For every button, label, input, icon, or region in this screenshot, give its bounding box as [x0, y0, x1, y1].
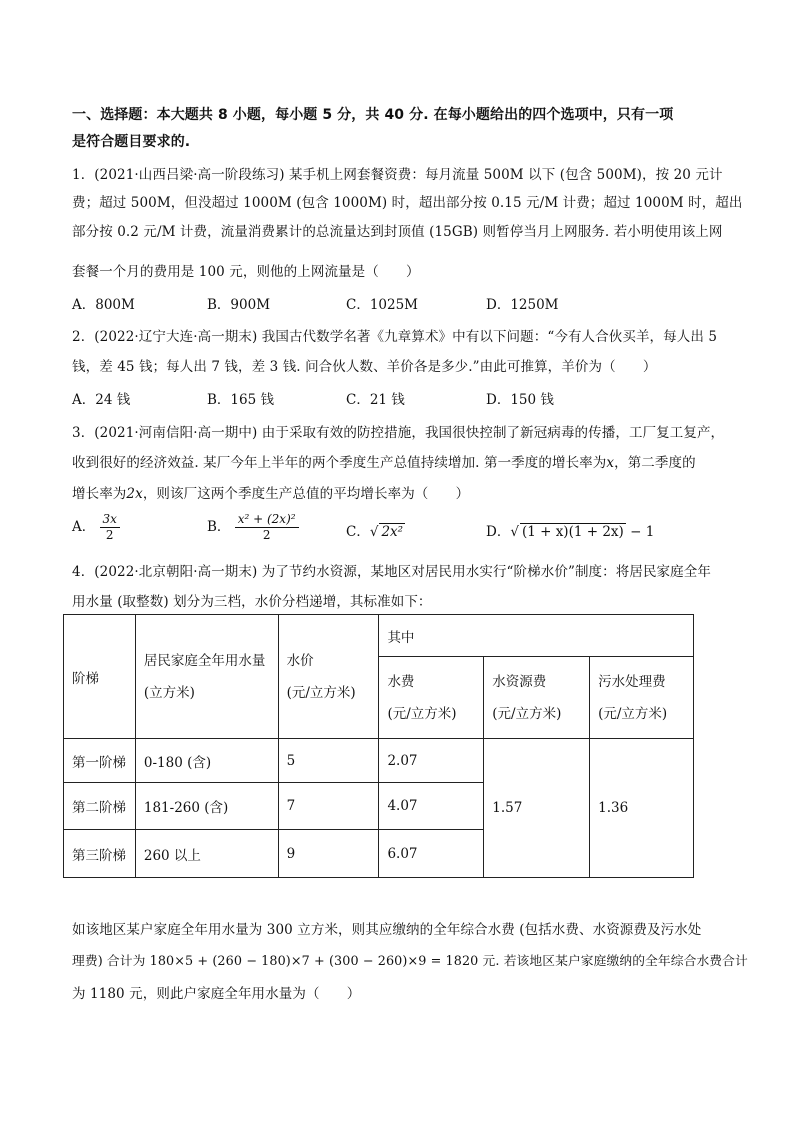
- q3-option-d-tail: − 1: [625, 524, 655, 540]
- q4-text-line-2: 用水量 (取整数) 划分为三档，水价分档递增，其标准如下：: [72, 594, 432, 610]
- q3-option-b-numerator: x² + (2x)²: [235, 512, 299, 528]
- q3-var-x: x: [606, 455, 615, 471]
- water-price-table: [63, 614, 694, 878]
- row-2-tier: 第二阶梯: [64, 783, 136, 830]
- q3-line2-pre: 收到很好的经济效益. 某厂今年上半年的两个季度生产总值持续增加. 第一季度的增长率为: [72, 455, 607, 471]
- header-among: 其中: [379, 615, 694, 657]
- row-3-price: 9: [278, 830, 379, 878]
- q2-text-line-1: 2．(2022·辽宁大连·高一期末) 我国古代数学名著《九章算术》中有以下问题：“今有人合伙买羊，每人出 5: [72, 329, 718, 345]
- q4-after-line-2: 理费) 合计为 180×5 + (260 − 180)×7 + (300 − 260)×9 = 1820 元. 若该地区某户家庭缴纳的全年综合水费合计: [72, 954, 748, 969]
- q2-option-b: B．165 钱: [207, 392, 274, 408]
- q4-after-line-1: 如该地区某户家庭全年用水量为 300 立方米，则其应缴纳的全年综合水费 (包括水费、水资源费及污水处: [72, 922, 702, 938]
- header-usage: [135, 615, 278, 739]
- q2-text-line-2: 钱，差 45 钱；每人出 7 钱，差 3 钱. 问合伙人数、羊价各是多少.”由此可推算，羊价为（ ）: [72, 359, 657, 375]
- q3-option-b-denominator: 2: [262, 528, 271, 542]
- q3-option-c-radicand: 2x²: [381, 524, 404, 540]
- header-price-line-2: (元/立方米): [286, 684, 356, 701]
- row-3-usage: 260 以上: [135, 830, 278, 878]
- q3-option-c: [346, 520, 405, 540]
- header-sewage-fee-line-2: (元/立方米): [598, 705, 668, 722]
- header-sewage-fee: [590, 657, 694, 739]
- q1-option-a: A．800M: [72, 297, 135, 313]
- q3-text-line-2: [72, 451, 696, 471]
- q3-text-line-3: [72, 482, 469, 502]
- q3-option-d: [486, 520, 654, 540]
- header-water-fee-line-1: 水费: [387, 673, 415, 690]
- q1-option-c: C．1025M: [346, 297, 419, 313]
- q3-text-line-1: 3．(2021·河南信阳·高一期中) 由于采取有效的防控措施，我国很快控制了新冠病毒的传播，工厂复工复产，: [72, 425, 725, 441]
- row-2-water-fee: 4.07: [379, 783, 484, 830]
- header-usage-line-2: (立方米): [143, 684, 195, 701]
- q3-option-b-fraction: [235, 512, 299, 543]
- q3-option-a: [72, 512, 120, 543]
- q4-after-line-3: 为 1180 元，则此户家庭全年用水量为（ ）: [72, 986, 361, 1002]
- q1-text-line-4: 套餐一个月的费用是 100 元，则他的上网流量是（ ）: [72, 264, 420, 280]
- section-heading-line-2: 是符合题目要求的.: [72, 134, 191, 150]
- resource-fee-value: 1.57: [484, 739, 590, 878]
- q3-line3-pre: 增长率为: [72, 486, 127, 502]
- q1-text-line-3: 部分按 0.2 元/M 计费，流量消费累计的总流量达到封顶值 (15GB) 则暂停当月上网服务. 若小明使用该上网: [72, 224, 723, 240]
- q3-option-a-denominator: 2: [105, 528, 114, 542]
- header-resource-fee: [484, 657, 590, 739]
- q3-option-d-label: D．: [486, 524, 511, 540]
- q2-option-a: A．24 钱: [72, 392, 131, 408]
- q1-option-d: D．1250M: [486, 297, 559, 313]
- q3-option-b-label: B．: [207, 519, 231, 535]
- q3-option-d-radicand: (1 + x)(1 + 2x): [521, 524, 624, 540]
- row-3-water-fee: 6.07: [379, 830, 484, 878]
- q1-text-line-2: 费；超过 500M，但没超过 1000M (包含 1000M) 时，超出部分按 0.15 元/M 计费；超过 1000M 时，超出: [72, 195, 743, 211]
- table-row: [64, 739, 694, 783]
- sqrt-sign-icon: √: [369, 524, 379, 540]
- q3-option-a-fraction: [100, 512, 120, 543]
- q1-option-b: B．900M: [207, 297, 271, 313]
- row-2-price: 7: [278, 783, 379, 830]
- q2-option-d: D．150 钱: [486, 392, 554, 408]
- header-price-line-1: 水价: [286, 652, 314, 669]
- sewage-fee-value: 1.36: [590, 739, 694, 878]
- q3-line2-post: ，第二季度的: [614, 455, 696, 471]
- q1-text-line-1: 1．(2021·山西吕梁·高一阶段练习) 某手机上网套餐资费：每月流量 500M 以下 (包含 500M)，按 20 元计: [72, 167, 723, 183]
- row-1-water-fee: 2.07: [379, 739, 484, 783]
- row-3-tier: 第三阶梯: [64, 830, 136, 878]
- header-resource-fee-line-2: (元/立方米): [492, 705, 562, 722]
- q3-line3-post: ，则该厂这两个季度生产总值的平均增长率为（ ）: [142, 486, 470, 502]
- row-1-price: 5: [278, 739, 379, 783]
- header-resource-fee-line-1: 水资源费: [492, 673, 547, 690]
- header-sewage-fee-line-1: 污水处理费: [598, 673, 666, 690]
- header-usage-line-1: 居民家庭全年用水量: [143, 652, 266, 669]
- q3-option-a-numerator: 3x: [100, 512, 120, 528]
- q3-var-2x: 2x: [126, 486, 143, 502]
- header-tier: 阶梯: [64, 615, 136, 739]
- header-water-fee: [379, 657, 484, 739]
- row-2-usage: 181-260 (含): [135, 783, 278, 830]
- row-1-tier: 第一阶梯: [64, 739, 136, 783]
- sqrt-sign-icon: √: [510, 524, 519, 540]
- q3-option-a-label: A．: [72, 519, 96, 535]
- section-heading-line-1: 一、选择题：本大题共 8 小题，每小题 5 分，共 40 分. 在每小题给出的四个选项中，只有一项: [72, 107, 674, 123]
- header-price: [278, 615, 379, 739]
- q3-option-c-label: C．: [346, 524, 370, 540]
- row-1-usage: 0-180 (含): [135, 739, 278, 783]
- q3-option-b: [207, 512, 299, 543]
- header-water-fee-line-2: (元/立方米): [387, 705, 457, 722]
- q4-text-line-1: 4．(2022·北京朝阳·高一期末) 为了节约水资源，某地区对居民用水实行“阶梯水价”制度：将居民家庭全年: [72, 564, 711, 580]
- q2-option-c: C．21 钱: [346, 392, 405, 408]
